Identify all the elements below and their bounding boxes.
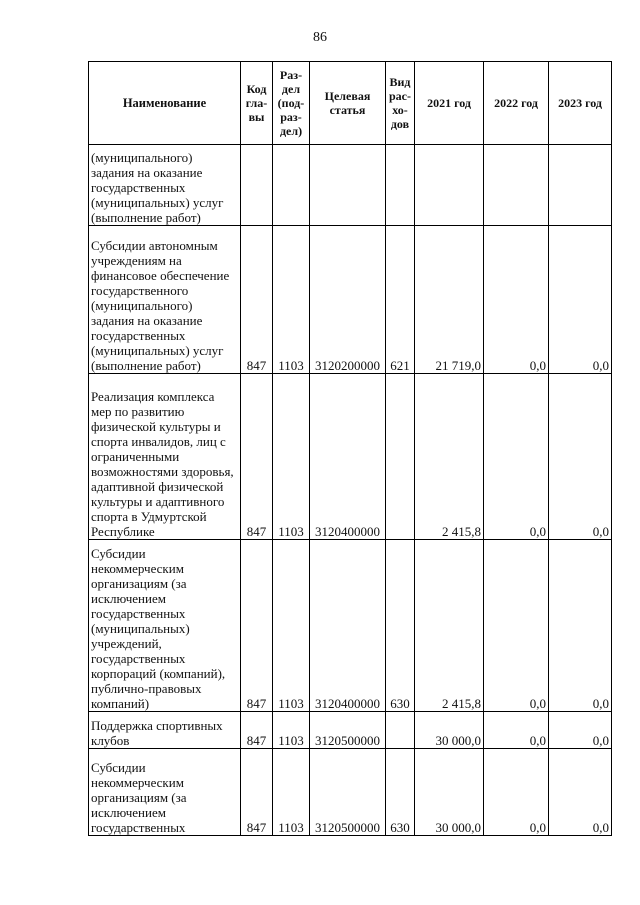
row-section: 1103 bbox=[273, 712, 310, 749]
row-2021: 30 000,0 bbox=[415, 749, 484, 836]
row-section bbox=[273, 145, 310, 226]
row-expense bbox=[386, 374, 415, 540]
header-name: Наименование bbox=[89, 62, 241, 145]
row-2023: 0,0 bbox=[549, 226, 612, 374]
row-2023: 0,0 bbox=[549, 374, 612, 540]
row-expense: 630 bbox=[386, 540, 415, 712]
row-expense bbox=[386, 145, 415, 226]
header-2021: 2021 год bbox=[415, 62, 484, 145]
row-2023: 0,0 bbox=[549, 540, 612, 712]
row-name: Поддержка спортивных клубов bbox=[89, 712, 241, 749]
header-2023: 2023 год bbox=[549, 62, 612, 145]
row-2021: 2 415,8 bbox=[415, 374, 484, 540]
row-2021: 2 415,8 bbox=[415, 540, 484, 712]
row-name: Субсидии автономным учреждениям на финансовое обеспечение государственного (муниципального) задания на оказание государственных (муниципальных) услуг (выполнение работ) bbox=[89, 226, 241, 374]
row-code: 847 bbox=[241, 226, 273, 374]
row-target: 3120500000 bbox=[310, 749, 386, 836]
row-expense: 621 bbox=[386, 226, 415, 374]
row-code: 847 bbox=[241, 749, 273, 836]
row-expense: 630 bbox=[386, 749, 415, 836]
row-2022: 0,0 bbox=[484, 540, 549, 712]
row-2021 bbox=[415, 145, 484, 226]
table-row bbox=[89, 749, 612, 836]
row-name: Субсидии некоммерческим организациям (за исключением государственных bbox=[89, 749, 241, 836]
row-2022: 0,0 bbox=[484, 374, 549, 540]
row-2023 bbox=[549, 145, 612, 226]
table-row bbox=[89, 712, 612, 749]
row-name: Субсидии некоммерческим организациям (за исключением государственных (муниципальных) учреждений, государственных корпораций (компаний), публично-правовых компаний) bbox=[89, 540, 241, 712]
row-target: 3120400000 bbox=[310, 540, 386, 712]
table-body bbox=[89, 145, 612, 836]
row-target: 3120200000 bbox=[310, 226, 386, 374]
row-target: 3120400000 bbox=[310, 374, 386, 540]
row-2022: 0,0 bbox=[484, 226, 549, 374]
table-row bbox=[89, 145, 612, 226]
page-number: 86 bbox=[313, 30, 327, 45]
header-2022: 2022 год bbox=[484, 62, 549, 145]
row-2023: 0,0 bbox=[549, 712, 612, 749]
row-section: 1103 bbox=[273, 749, 310, 836]
row-code bbox=[241, 145, 273, 226]
header-section: Раз- дел (под- раз- дел) bbox=[273, 62, 310, 145]
row-2021: 30 000,0 bbox=[415, 712, 484, 749]
table-row bbox=[89, 374, 612, 540]
row-2023: 0,0 bbox=[549, 749, 612, 836]
row-2022: 0,0 bbox=[484, 712, 549, 749]
table-row bbox=[89, 226, 612, 374]
header-code: Код гла- вы bbox=[241, 62, 273, 145]
table-row bbox=[89, 540, 612, 712]
row-section: 1103 bbox=[273, 540, 310, 712]
row-name: (муниципального) задания на оказание государственных (муниципальных) услуг (выполнение работ) bbox=[89, 145, 241, 226]
budget-table bbox=[88, 61, 612, 836]
row-section: 1103 bbox=[273, 374, 310, 540]
row-code: 847 bbox=[241, 540, 273, 712]
header-expense: Вид рас- хо- дов bbox=[386, 62, 415, 145]
header-target: Целевая статья bbox=[310, 62, 386, 145]
row-target bbox=[310, 145, 386, 226]
row-section: 1103 bbox=[273, 226, 310, 374]
row-code: 847 bbox=[241, 374, 273, 540]
row-2022 bbox=[484, 145, 549, 226]
row-code: 847 bbox=[241, 712, 273, 749]
row-expense bbox=[386, 712, 415, 749]
row-target: 3120500000 bbox=[310, 712, 386, 749]
row-name: Реализация комплекса мер по развитию физической культуры и спорта инвалидов, лиц с ограниченными возможностями здоровья, адаптивной физической культуры и адаптивного спорта в Удмуртской Республике bbox=[89, 374, 241, 540]
row-2022: 0,0 bbox=[484, 749, 549, 836]
row-2021: 21 719,0 bbox=[415, 226, 484, 374]
table-header-row bbox=[89, 62, 612, 145]
